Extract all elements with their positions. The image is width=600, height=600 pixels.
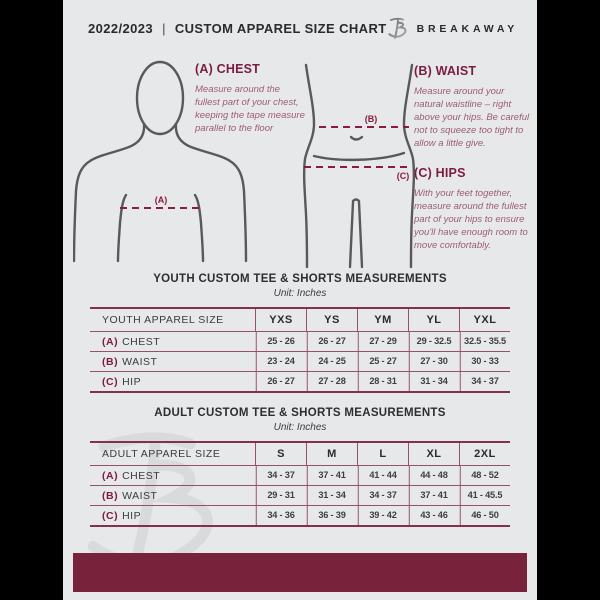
value-cell: 36 - 39 [307, 506, 356, 525]
row-label-cell [90, 506, 255, 525]
header [88, 16, 518, 41]
value-cell: 29 - 32.5 [409, 332, 458, 351]
youth-size-header-cell: YOUTH APPAREL SIZE [102, 314, 224, 326]
chest-guide-heading: (A) CHEST [195, 62, 260, 76]
brand-name: BREAKAWAY [416, 22, 519, 35]
row-label: WAIST [122, 355, 158, 368]
hips-guide [414, 166, 530, 253]
adult-unit-label: Unit: Inches [273, 422, 327, 433]
value-cell: 23 - 24 [256, 352, 305, 371]
page-title [88, 21, 387, 36]
waist-guide [414, 64, 530, 151]
row-prefix: (A) [102, 335, 119, 348]
row-label: CHEST [122, 335, 161, 348]
size-col-header: M [306, 443, 357, 465]
value-cell: 27 - 29 [358, 332, 407, 351]
breakaway-logo-icon [387, 16, 410, 41]
row-label-cell [90, 466, 255, 485]
size-col-header: S [255, 443, 306, 465]
chest-guide [195, 62, 307, 135]
size-col-header: YS [306, 309, 357, 331]
row-prefix: (A) [102, 469, 119, 482]
row-label: WAIST [122, 489, 158, 502]
hips-marker-label: (C) [396, 171, 410, 181]
value-cell: 27 - 28 [307, 372, 356, 391]
footer-accent-bar [73, 553, 527, 592]
chest-guide-body: Measure around the fullest part of your chest, keeping the tape measure parallel to the floor [195, 84, 305, 135]
waist-guide-body: Measure around your natural waistline – right above your hips. Be careful not to squeeze too tight to allow a little give. [414, 86, 530, 150]
size-col-header: 2XL [459, 443, 510, 465]
value-cell: 31 - 34 [307, 486, 356, 505]
flyer-page [63, 0, 537, 600]
value-cell: 34 - 37 [256, 466, 305, 485]
size-col-header: YL [408, 309, 459, 331]
value-cell: 43 - 46 [409, 506, 458, 525]
value-cell: 37 - 41 [307, 466, 356, 485]
value-cell: 39 - 42 [358, 506, 407, 525]
value-cell: 41 - 45.5 [460, 486, 509, 505]
chart-title: CUSTOM APPAREL SIZE CHART [174, 21, 387, 36]
size-col-header: YXL [459, 309, 510, 331]
season-label: 2022/2023 [88, 21, 154, 36]
value-cell: 41 - 44 [358, 466, 407, 485]
row-label: HIP [122, 509, 142, 522]
adult-size-table [90, 441, 510, 527]
adult-section-title: ADULT CUSTOM TEE & SHORTS MEASUREMENTS [154, 407, 446, 419]
row-label-cell [90, 372, 255, 391]
value-cell: 32.5 - 35.5 [460, 332, 509, 351]
size-col-header: XL [408, 443, 459, 465]
title-separator: | [162, 21, 166, 36]
table-row [90, 351, 510, 371]
waist-hips-figure-illustration [300, 62, 418, 269]
youth-section-title: YOUTH CUSTOM TEE & SHORTS MEASUREMENTS [153, 273, 447, 285]
row-label: CHEST [122, 469, 161, 482]
size-col-header: YXS [255, 309, 306, 331]
table-row [90, 465, 510, 485]
waist-guide-heading: (B) WAIST [414, 64, 477, 78]
table-row [90, 371, 510, 391]
value-cell: 37 - 41 [409, 486, 458, 505]
value-cell: 34 - 37 [460, 372, 509, 391]
value-cell: 26 - 27 [256, 372, 305, 391]
value-cell: 27 - 30 [409, 352, 458, 371]
value-cell: 24 - 25 [307, 352, 356, 371]
brand-lockup [387, 16, 519, 41]
value-cell: 30 - 33 [460, 352, 509, 371]
value-cell: 25 - 27 [358, 352, 407, 371]
table-row [90, 331, 510, 351]
value-cell: 25 - 26 [256, 332, 305, 351]
row-label-cell [90, 332, 255, 351]
table-row [90, 485, 510, 505]
table-row [90, 505, 510, 525]
table-header-row [90, 443, 510, 465]
value-cell: 29 - 31 [256, 486, 305, 505]
chest-marker-label: (A) [154, 195, 168, 205]
hips-guide-body: With your feet together, measure around the fullest part of your hips to ensure you'll have enough room to move comfortably. [414, 188, 528, 252]
size-col-header: YM [357, 309, 408, 331]
row-prefix: (C) [102, 375, 119, 388]
row-label-cell [90, 352, 255, 371]
value-cell: 26 - 27 [307, 332, 356, 351]
table-header-row [90, 309, 510, 331]
size-col-header: L [357, 443, 408, 465]
row-prefix: (B) [102, 489, 119, 502]
row-prefix: (B) [102, 355, 119, 368]
adult-size-header-cell: ADULT APPAREL SIZE [102, 448, 221, 460]
value-cell: 34 - 37 [358, 486, 407, 505]
value-cell: 44 - 48 [409, 466, 458, 485]
youth-unit-label: Unit: Inches [273, 288, 327, 299]
value-cell: 31 - 34 [409, 372, 458, 391]
value-cell: 34 - 36 [256, 506, 305, 525]
youth-size-table [90, 307, 510, 393]
waist-marker-label: (B) [364, 114, 378, 124]
hips-guide-heading: (C) HIPS [414, 166, 466, 180]
value-cell: 28 - 31 [358, 372, 407, 391]
row-label: HIP [122, 375, 142, 388]
row-label-cell [90, 486, 255, 505]
row-prefix: (C) [102, 509, 119, 522]
value-cell: 48 - 52 [460, 466, 509, 485]
value-cell: 46 - 50 [460, 506, 509, 525]
